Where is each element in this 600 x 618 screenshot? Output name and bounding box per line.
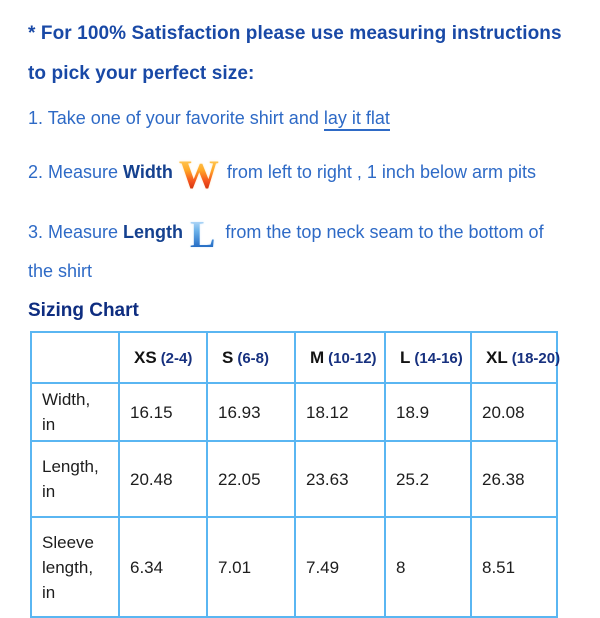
size-label: XL bbox=[486, 347, 508, 367]
table-header-cell-xs bbox=[119, 332, 207, 383]
step-3-wrapped-text: the shirt bbox=[28, 261, 93, 281]
step-3-text: 3. Measure bbox=[28, 221, 124, 242]
page-title bbox=[28, 14, 582, 94]
table-cell: 7.49 bbox=[295, 517, 385, 617]
sizing-chart-title: Sizing Chart bbox=[28, 300, 139, 321]
length-letter-icon: L bbox=[190, 214, 216, 256]
table-cell: 22.05 bbox=[207, 441, 295, 517]
page-title-line-2: to pick your perfect size: bbox=[28, 63, 255, 84]
table-cell: 8.51 bbox=[471, 517, 557, 617]
row-label-cell: Length, in bbox=[31, 441, 119, 517]
table-cell: 6.34 bbox=[119, 517, 207, 617]
step-3-line bbox=[28, 214, 582, 256]
table-row-width bbox=[31, 383, 557, 441]
instruction-step-1 bbox=[28, 105, 582, 132]
step-2-text: 2. Measure bbox=[28, 161, 124, 182]
table-cell: 8 bbox=[385, 517, 471, 617]
step-2-keyword: Width bbox=[123, 161, 173, 182]
step-3-keyword: Length bbox=[123, 221, 184, 242]
size-label: S bbox=[222, 347, 234, 367]
size-label: L bbox=[400, 347, 411, 367]
page-title-line-1: * For 100% Satisfaction please use measuring instructions bbox=[28, 23, 562, 44]
size-range: (18-20) bbox=[511, 349, 561, 367]
table-header-row bbox=[31, 332, 557, 383]
row-label-cell: Sleeve length, in bbox=[31, 517, 119, 617]
size-label: XS bbox=[134, 347, 157, 367]
size-range: (14-16) bbox=[414, 349, 463, 367]
step-1-text: 1. Take one of your favorite shirt and bbox=[28, 108, 324, 128]
table-corner-cell bbox=[31, 332, 119, 383]
sizing-table bbox=[30, 331, 561, 618]
table-cell: 25.2 bbox=[385, 441, 471, 517]
row-label-cell: Width, in bbox=[31, 383, 119, 441]
instruction-step-2 bbox=[28, 152, 582, 197]
table-header-cell-s bbox=[207, 332, 295, 383]
table-cell: 18.9 bbox=[385, 383, 471, 441]
step-1-underlined-text: lay it flat bbox=[324, 108, 390, 131]
size-range: (2-4) bbox=[160, 349, 193, 367]
instruction-step-3 bbox=[28, 214, 582, 285]
step-2-line bbox=[28, 152, 582, 197]
table-row-length bbox=[31, 441, 557, 517]
table-header-cell-m bbox=[295, 332, 385, 383]
table-cell: 16.15 bbox=[119, 383, 207, 441]
measuring-instructions bbox=[28, 105, 582, 285]
table-header-cell-xl bbox=[471, 332, 561, 383]
size-label: M bbox=[310, 347, 325, 367]
table-cell: 20.48 bbox=[119, 441, 207, 517]
table-cell: 20.08 bbox=[471, 383, 557, 441]
step-3-text-after: from the top neck seam to the bottom of bbox=[225, 221, 544, 242]
size-range: (6-8) bbox=[237, 349, 270, 367]
width-letter-icon: W bbox=[178, 152, 219, 197]
table-cell: 26.38 bbox=[471, 441, 557, 517]
table-cell: 16.93 bbox=[207, 383, 295, 441]
table-cell: 7.01 bbox=[207, 517, 295, 617]
table-cell: 18.12 bbox=[295, 383, 385, 441]
table-row-sleeve-length bbox=[31, 517, 557, 617]
table-cell: 23.63 bbox=[295, 441, 385, 517]
table-header-cell-l bbox=[385, 332, 471, 383]
size-range: (10-12) bbox=[328, 349, 377, 367]
step-2-text-after: from left to right , 1 inch below arm pits bbox=[226, 161, 536, 182]
